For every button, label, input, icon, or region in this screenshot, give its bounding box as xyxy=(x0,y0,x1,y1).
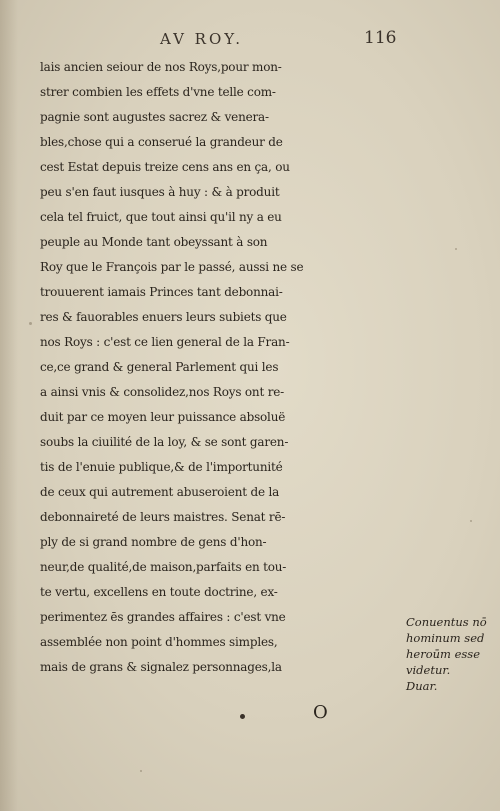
page-number: 116 xyxy=(364,28,397,48)
running-head-title: AV ROY. xyxy=(160,30,244,48)
text-line: pagnie sont augustes sacrez & venera- xyxy=(40,110,269,124)
paper-speck xyxy=(29,322,32,325)
marginal-note-line: videtur. xyxy=(406,663,451,677)
text-line: trouuerent iamais Princes tant debonnai- xyxy=(40,285,283,299)
marginal-note-line: Duar. xyxy=(406,679,438,693)
text-line: mais de grans & signalez personnages,la xyxy=(40,660,282,674)
text-line: neur,de qualité,de maison,parfaits en tou- xyxy=(40,560,287,574)
text-line: peu s'en faut iusques à huy : & à produit xyxy=(40,185,280,199)
marginal-note-line: hominum sed xyxy=(406,631,485,645)
marginal-note-line: Conuentus nō xyxy=(406,615,487,629)
text-line: peuple au Monde tant obeyssant à son xyxy=(40,235,268,249)
marginal-note-line: heroūm esse xyxy=(406,647,481,661)
text-line: soubs la ciuilité de la loy, & se sont garen- xyxy=(40,435,289,449)
text-line: res & fauorables enuers leurs subiets que xyxy=(40,310,287,324)
text-line: strer combien les effets d'vne telle com- xyxy=(40,85,276,99)
text-line: te vertu, excellens en toute doctrine, ex- xyxy=(40,585,278,599)
text-line: de ceux qui autrement abuseroient de la xyxy=(40,485,280,499)
text-line: perimentez ēs grandes affaires : c'est vne xyxy=(40,610,286,624)
text-line: a ainsi vnis & consolidez,nos Roys ont re- xyxy=(40,385,284,399)
catchword: O xyxy=(313,702,328,723)
text-line: cela tel fruict, que tout ainsi qu'il ny a eu xyxy=(40,210,282,224)
paper-speck xyxy=(455,248,457,250)
text-line: ce,ce grand & general Parlement qui les xyxy=(40,360,279,374)
marginal-note xyxy=(406,614,494,694)
ink-dot xyxy=(240,714,245,719)
text-line: cest Estat depuis treize cens ans en ça, ou xyxy=(40,160,290,174)
paper-speck xyxy=(470,520,472,522)
text-line: tis de l'enuie publique,& de l'importunité xyxy=(40,460,283,474)
text-line: ply de si grand nombre de gens d'hon- xyxy=(40,535,267,549)
main-text-block xyxy=(40,55,410,680)
running-head xyxy=(0,28,500,52)
paper-speck xyxy=(140,770,142,772)
text-line: nos Roys : c'est ce lien general de la Fran- xyxy=(40,335,290,349)
text-line: assemblée non point d'hommes simples, xyxy=(40,635,278,649)
text-line: duit par ce moyen leur puissance absoluë xyxy=(40,410,286,424)
text-line: Roy que le François par le passé, aussi ne se xyxy=(40,260,304,274)
text-line: lais ancien seiour de nos Roys,pour mon- xyxy=(40,60,282,74)
text-line: debonnaireté de leurs maistres. Senat rē- xyxy=(40,510,286,524)
text-line: bles,chose qui a conserué la grandeur de xyxy=(40,135,283,149)
